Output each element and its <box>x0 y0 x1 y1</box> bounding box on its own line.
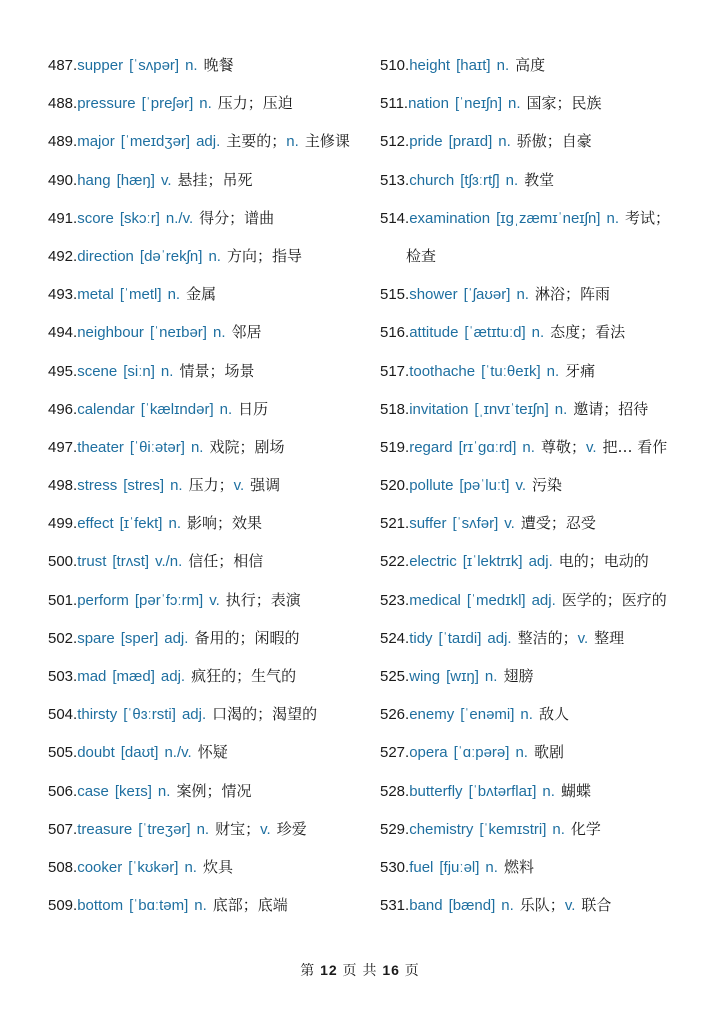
entry-part-of-speech: adj. <box>181 706 207 724</box>
entry-part-of-speech: n. <box>194 897 207 915</box>
vocab-entry <box>48 504 370 542</box>
entry-pronunciation: [ˈtuːθeɪk] <box>481 362 541 380</box>
entry-number: 500. <box>48 553 78 571</box>
entry-number: 523. <box>380 591 410 609</box>
vocab-entry <box>380 313 700 351</box>
entry-part-of-speech-2: n. <box>286 133 299 151</box>
entry-number: 493. <box>48 286 78 304</box>
entry-pronunciation: [tʃɜːrtʃ] <box>460 171 500 189</box>
vocab-entry <box>380 352 700 390</box>
page-footer <box>0 960 720 980</box>
entry-word: supper <box>77 57 124 74</box>
entry-pronunciation: [ˈkælɪndər] <box>140 400 214 418</box>
entry-pronunciation: [ˈθiːətər] <box>129 438 185 456</box>
entry-pronunciation: [dəˈrekʃn] <box>139 247 203 265</box>
entry-word: regard <box>409 438 453 456</box>
entry-pronunciation: [fjuːəl] <box>439 858 480 876</box>
entry-word: mad <box>77 668 107 685</box>
entry-number: 524. <box>380 629 410 647</box>
entry-number: 489. <box>48 133 78 151</box>
entry-meaning: 电的；电动的 <box>558 552 649 571</box>
entry-pronunciation: [wɪŋ] <box>446 668 479 685</box>
entry-word: cooker <box>77 858 123 876</box>
entry-word: tidy <box>409 629 433 647</box>
entry-pronunciation: [ˈenəmi] <box>460 706 515 724</box>
entry-part-of-speech: n. <box>160 362 174 380</box>
entry-meaning: 压力； <box>188 476 234 495</box>
entry-meaning: 悬挂；吊死 <box>177 170 253 189</box>
entry-part-of-speech: v. <box>160 171 172 189</box>
entry-meaning: 歌剧 <box>533 743 564 762</box>
vocab-entry <box>48 199 370 237</box>
vocab-entry <box>48 237 370 275</box>
entry-number: 491. <box>48 209 78 227</box>
entry-number: 515. <box>380 286 410 304</box>
entry-part-of-speech: n. <box>167 286 181 304</box>
entry-word: thirsty <box>77 706 118 724</box>
entry-number: 492. <box>48 247 78 265</box>
entry-number: 516. <box>380 324 410 342</box>
entry-word: examination <box>409 209 491 227</box>
vocab-column-left <box>48 46 370 924</box>
entry-pronunciation: [rɪˈɡɑːrd] <box>458 438 517 456</box>
entry-meaning: 方向；指导 <box>226 246 302 265</box>
entry-number: 488. <box>48 95 78 113</box>
entry-part-of-speech: n. <box>606 209 619 227</box>
entry-pronunciation: [pərˈfɔːrm] <box>134 591 204 609</box>
entry-pronunciation: [ˈɑːpərə] <box>453 744 510 762</box>
entry-part-of-speech: n. <box>184 858 197 876</box>
entry-meaning: 压力；压迫 <box>217 94 293 113</box>
entry-part-of-speech: n. <box>219 400 233 418</box>
entry-meaning: 主要的； <box>226 132 287 151</box>
entry-meaning: 整洁的； <box>517 628 578 647</box>
entry-word: pollute <box>409 477 454 495</box>
entry-pronunciation: [ɪˈfekt] <box>119 515 163 533</box>
entry-word: pressure <box>77 95 136 113</box>
footer-page-number: 12 <box>320 962 338 978</box>
entry-pronunciation: [ˈsʌpər] <box>129 57 180 74</box>
vocab-entry <box>380 199 700 237</box>
entry-number: 496. <box>48 400 78 418</box>
entry-pronunciation: [ˈneɪbər] <box>149 324 207 342</box>
entry-pronunciation: [ˈpreʃər] <box>141 95 194 113</box>
entry-pronunciation: [ˈtreʒər] <box>138 820 191 838</box>
entry-pronunciation: [ˈkemɪstri] <box>479 820 547 838</box>
entry-word: direction <box>77 247 134 265</box>
entry-word: score <box>77 209 114 227</box>
entry-part-of-speech: n. <box>508 95 521 113</box>
entry-meaning: 炊具 <box>202 857 233 876</box>
entry-meaning-2: 把… 看作 <box>602 437 668 456</box>
vocab-entry <box>48 275 370 313</box>
entry-meaning: 信任；相信 <box>188 552 264 571</box>
entry-meaning: 影响；效果 <box>187 514 263 533</box>
entry-number: 487. <box>48 57 78 74</box>
entry-word: pride <box>409 133 443 151</box>
entry-word: effect <box>77 515 114 533</box>
entry-pronunciation: [ɪˈlektrɪk] <box>462 553 523 571</box>
entry-part-of-speech: n. <box>190 438 204 456</box>
entry-pronunciation: [ˈmeɪdʒər] <box>120 133 191 151</box>
entry-word: theater <box>77 438 124 456</box>
entry-number: 531. <box>380 897 410 915</box>
entry-number: 518. <box>380 400 410 418</box>
entry-word: enemy <box>409 706 455 724</box>
entry-pronunciation: [ˈbɑːtəm] <box>129 897 189 915</box>
vocab-entry <box>48 84 370 122</box>
entry-meaning: 医学的；医疗的 <box>561 590 667 609</box>
entry-word: hang <box>77 171 111 189</box>
entry-meaning-2: 珍爱 <box>276 819 307 838</box>
entry-meaning: 牙痛 <box>565 361 596 380</box>
vocab-entry <box>48 161 370 199</box>
entry-pronunciation: [ˌɪnvɪˈteɪʃn] <box>474 400 549 418</box>
entry-meaning: 敌人 <box>538 705 569 724</box>
vocab-entry <box>380 886 700 924</box>
entry-number: 497. <box>48 438 78 456</box>
entry-number: 520. <box>380 477 410 495</box>
entry-word: electric <box>409 553 457 571</box>
entry-part-of-speech: n. <box>531 324 545 342</box>
vocab-entry <box>380 122 700 160</box>
entry-meaning-2: 联合 <box>581 896 612 915</box>
vocab-entry <box>380 504 700 542</box>
entry-meaning: 教堂 <box>524 170 555 189</box>
entry-pronunciation: [ɪɡˌzæmɪˈneɪʃn] <box>496 209 601 227</box>
entry-part-of-speech-2: v. <box>564 897 576 915</box>
entry-part-of-speech: v. <box>209 591 220 609</box>
entry-number: 490. <box>48 171 78 189</box>
footer-total-pages: 16 <box>382 962 400 978</box>
vocab-entry <box>48 848 370 886</box>
vocab-entry <box>48 619 370 657</box>
entry-part-of-speech: n. <box>157 782 171 800</box>
entry-word: invitation <box>409 400 469 418</box>
entry-word: wing <box>409 668 441 685</box>
entry-part-of-speech: n. <box>212 324 226 342</box>
vocab-entry <box>48 695 370 733</box>
entry-word: nation <box>408 95 449 113</box>
entry-meaning: 邀请；招待 <box>573 399 649 418</box>
entry-meaning: 晚餐 <box>203 56 234 74</box>
entry-number: 508. <box>48 858 78 876</box>
entry-part-of-speech: n. <box>554 400 568 418</box>
entry-pronunciation: [trʌst] <box>112 553 150 571</box>
entry-number: 509. <box>48 897 78 915</box>
entry-word: case <box>77 782 109 800</box>
entry-word: fuel <box>409 858 434 876</box>
entry-pronunciation: [ˈʃaʊər] <box>463 286 511 304</box>
vocab-entry <box>48 810 370 848</box>
vocab-entry <box>380 733 700 771</box>
entry-number: 512. <box>380 133 410 151</box>
entry-pronunciation: [skɔːr] <box>119 209 160 227</box>
vocab-entry <box>380 542 700 580</box>
entry-number: 522. <box>380 553 410 571</box>
entry-pronunciation: [sper] <box>120 629 159 647</box>
entry-meaning: 备用的；闲暇的 <box>194 628 300 647</box>
entry-part-of-speech: n. <box>501 897 514 915</box>
entry-meaning: 金属 <box>186 285 217 304</box>
entry-meaning: 乐队； <box>519 896 565 915</box>
entry-word: major <box>77 133 115 151</box>
entry-word: neighbour <box>77 324 144 342</box>
entry-pronunciation: [stres] <box>123 477 165 495</box>
entry-meaning: 案例；情况 <box>176 781 252 800</box>
entry-meaning: 遭受；忍受 <box>520 514 596 533</box>
entry-part-of-speech: v./n. <box>155 553 183 571</box>
entry-word: opera <box>409 744 448 762</box>
entry-number: 503. <box>48 668 78 685</box>
entry-word: scene <box>77 362 118 380</box>
entry-part-of-speech: n. <box>498 133 511 151</box>
entry-number: 519. <box>380 438 410 456</box>
vocab-entry <box>380 619 700 657</box>
entry-pronunciation: [daʊt] <box>120 744 159 762</box>
entry-pronunciation: [ˈtaɪdi] <box>438 629 482 647</box>
entry-pronunciation: [praɪd] <box>448 133 493 151</box>
entry-part-of-speech-2: v. <box>577 629 589 647</box>
entry-word: treasure <box>77 820 133 838</box>
entry-part-of-speech: v. <box>515 477 526 495</box>
entry-meaning: 底部；底端 <box>212 896 288 915</box>
footer-label-page: 第 <box>300 962 316 978</box>
vocab-entry <box>380 848 700 886</box>
entry-word: bottom <box>77 897 124 915</box>
entry-part-of-speech: adj. <box>487 629 512 647</box>
entry-pronunciation: [keɪs] <box>114 782 152 800</box>
entry-pronunciation: [ˈθɜːrsti] <box>123 706 176 724</box>
entry-part-of-speech-2: v. <box>260 820 271 838</box>
entry-part-of-speech: n. <box>496 57 510 74</box>
entry-part-of-speech: n. <box>542 782 555 800</box>
vocab-entry <box>48 466 370 504</box>
entry-meaning-2: 主修课 <box>304 132 350 151</box>
entry-pronunciation: [ˈbʌtərflaɪ] <box>468 782 537 800</box>
entry-part-of-speech: n. <box>484 668 498 685</box>
entry-part-of-speech: n. <box>199 95 212 113</box>
vocab-entry <box>380 581 700 619</box>
entry-number: 530. <box>380 858 410 876</box>
entry-number: 510. <box>380 57 410 74</box>
entry-number: 507. <box>48 820 78 838</box>
entry-meaning: 情景；场景 <box>179 361 255 380</box>
vocab-entry <box>48 772 370 810</box>
entry-word: medical <box>409 591 461 609</box>
entry-part-of-speech: n. <box>196 820 210 838</box>
entry-meaning: 态度；看法 <box>550 323 626 342</box>
vocab-entry <box>48 352 370 390</box>
footer-label-total-unit: 页 <box>404 962 420 978</box>
entry-word: church <box>409 171 455 189</box>
vocab-entry <box>380 428 700 466</box>
entry-number: 502. <box>48 629 78 647</box>
vocab-entry <box>48 886 370 924</box>
entry-meaning: 蝴蝶 <box>560 781 591 800</box>
vocab-entry <box>48 542 370 580</box>
entry-word: butterfly <box>409 782 463 800</box>
entry-meaning-2: 强调 <box>250 476 281 495</box>
entry-meaning: 燃料 <box>503 857 534 876</box>
entry-pronunciation: [pəˈluːt] <box>459 477 510 495</box>
entry-meaning: 淋浴；阵雨 <box>534 285 610 304</box>
entry-pronunciation: [ˈmedɪkl] <box>466 591 526 609</box>
entry-part-of-speech: adj. <box>531 591 556 609</box>
entry-meaning: 怀疑 <box>197 743 228 762</box>
vocab-entry <box>48 733 370 771</box>
entry-part-of-speech: n. <box>185 57 198 74</box>
entry-part-of-speech-2: v. <box>233 477 245 495</box>
entry-part-of-speech: n. <box>520 706 533 724</box>
entry-number: 499. <box>48 515 78 533</box>
entry-part-of-speech: n. <box>546 362 560 380</box>
vocab-entry <box>380 657 700 695</box>
entry-word: attitude <box>409 324 459 342</box>
entry-pronunciation: [haɪt] <box>456 57 491 74</box>
entry-meaning: 邻居 <box>231 323 262 342</box>
entry-part-of-speech: n. <box>522 438 535 456</box>
entry-pronunciation: [ˈsʌfər] <box>452 515 499 533</box>
entry-number: 528. <box>380 782 410 800</box>
vocab-entry <box>380 46 700 84</box>
entry-meaning: 化学 <box>570 819 601 838</box>
entry-number: 517. <box>380 362 410 380</box>
entry-meaning: 财宝； <box>215 819 261 838</box>
entry-number: 521. <box>380 515 410 533</box>
entry-meaning: 翅膀 <box>503 667 534 685</box>
entry-pronunciation: [bænd] <box>448 897 496 915</box>
vocab-entry <box>380 810 700 848</box>
entry-pronunciation: [ˈkʊkər] <box>128 858 179 876</box>
entry-meaning: 日历 <box>238 399 269 418</box>
entry-number: 494. <box>48 324 78 342</box>
entry-part-of-speech: adj. <box>160 668 186 685</box>
entry-word: shower <box>409 286 458 304</box>
vocab-entry <box>48 122 370 160</box>
vocab-entry <box>380 772 700 810</box>
entry-meaning-continued: 检查 <box>406 246 437 265</box>
entry-word: spare <box>77 629 115 647</box>
entry-meaning: 国家；民族 <box>526 94 602 113</box>
entry-meaning: 高度 <box>515 56 546 74</box>
entry-number: 495. <box>48 362 78 380</box>
vocab-entry <box>380 695 700 733</box>
entry-number: 506. <box>48 782 78 800</box>
entry-pronunciation: [siːn] <box>123 362 155 380</box>
entry-number: 514. <box>380 209 410 227</box>
entry-word: toothache <box>409 362 476 380</box>
vocab-entry <box>48 657 370 695</box>
entry-part-of-speech: n. <box>168 515 181 533</box>
entry-part-of-speech: n./v. <box>164 744 192 762</box>
entry-meaning: 口渴的；渴望的 <box>212 705 318 724</box>
entry-number: 511. <box>380 95 409 113</box>
entry-part-of-speech: n. <box>552 820 565 838</box>
vocab-entry <box>380 84 700 122</box>
entry-pronunciation: [mæd] <box>112 668 155 685</box>
entry-word: calendar <box>77 400 135 418</box>
entry-part-of-speech: n. <box>515 744 528 762</box>
entry-part-of-speech: adj. <box>164 629 189 647</box>
entry-number: 513. <box>380 171 410 189</box>
entry-number: 504. <box>48 706 78 724</box>
entry-word: perform <box>77 591 129 609</box>
entry-meaning: 得分；谱曲 <box>199 208 275 227</box>
footer-label-page-unit: 页 <box>342 962 358 978</box>
entry-meaning: 疯狂的；生气的 <box>191 667 297 685</box>
entry-meaning-2: 整理 <box>594 628 625 647</box>
entry-word: chemistry <box>409 820 474 838</box>
vocab-entry <box>48 390 370 428</box>
entry-part-of-speech: adj. <box>528 553 553 571</box>
entry-meaning: 污染 <box>532 476 563 495</box>
vocab-entry <box>380 275 700 313</box>
entry-word: doubt <box>77 744 115 762</box>
entry-word: metal <box>77 286 114 304</box>
entry-meaning: 执行；表演 <box>225 590 301 609</box>
vocab-entry <box>48 313 370 351</box>
entry-number: 529. <box>380 820 410 838</box>
entry-pronunciation: [ˈmetl] <box>119 286 162 304</box>
entry-word: band <box>409 897 443 915</box>
entry-pronunciation: [hæŋ] <box>116 171 155 189</box>
entry-part-of-speech: n. <box>170 477 183 495</box>
vocab-column-right <box>380 46 700 924</box>
vocab-entry-continuation <box>380 237 700 275</box>
entry-number: 526. <box>380 706 410 724</box>
vocab-entry <box>380 466 700 504</box>
entry-number: 525. <box>380 668 410 685</box>
entry-part-of-speech: n. <box>208 247 221 265</box>
entry-number: 527. <box>380 744 410 762</box>
entry-part-of-speech: n. <box>485 858 498 876</box>
entry-pronunciation: [ˈætɪtuːd] <box>464 324 526 342</box>
entry-meaning: 考试； <box>625 208 671 227</box>
entry-part-of-speech: n. <box>505 171 519 189</box>
entry-part-of-speech: n. <box>516 286 529 304</box>
entry-word: trust <box>77 553 107 571</box>
vocab-entry <box>380 161 700 199</box>
entry-pronunciation: [ˈneɪʃn] <box>454 95 502 113</box>
entry-part-of-speech-2: v. <box>585 438 597 456</box>
entry-word: suffer <box>409 515 447 533</box>
entry-part-of-speech: adj. <box>196 133 221 151</box>
entry-word: stress <box>77 477 118 495</box>
entry-number: 501. <box>48 591 78 609</box>
vocab-entry <box>48 46 370 84</box>
entry-number: 505. <box>48 744 78 762</box>
vocab-entry <box>48 581 370 619</box>
entry-number: 498. <box>48 477 78 495</box>
footer-label-total: 共 <box>362 962 378 978</box>
entry-part-of-speech: n./v. <box>165 209 194 227</box>
entry-meaning: 戏院；剧场 <box>209 437 285 456</box>
entry-part-of-speech: v. <box>504 515 515 533</box>
entry-meaning: 尊敬； <box>540 437 586 456</box>
entry-word: height <box>409 57 451 74</box>
vocab-entry <box>48 428 370 466</box>
entry-meaning: 骄傲；自豪 <box>516 132 592 151</box>
vocab-entry <box>380 390 700 428</box>
